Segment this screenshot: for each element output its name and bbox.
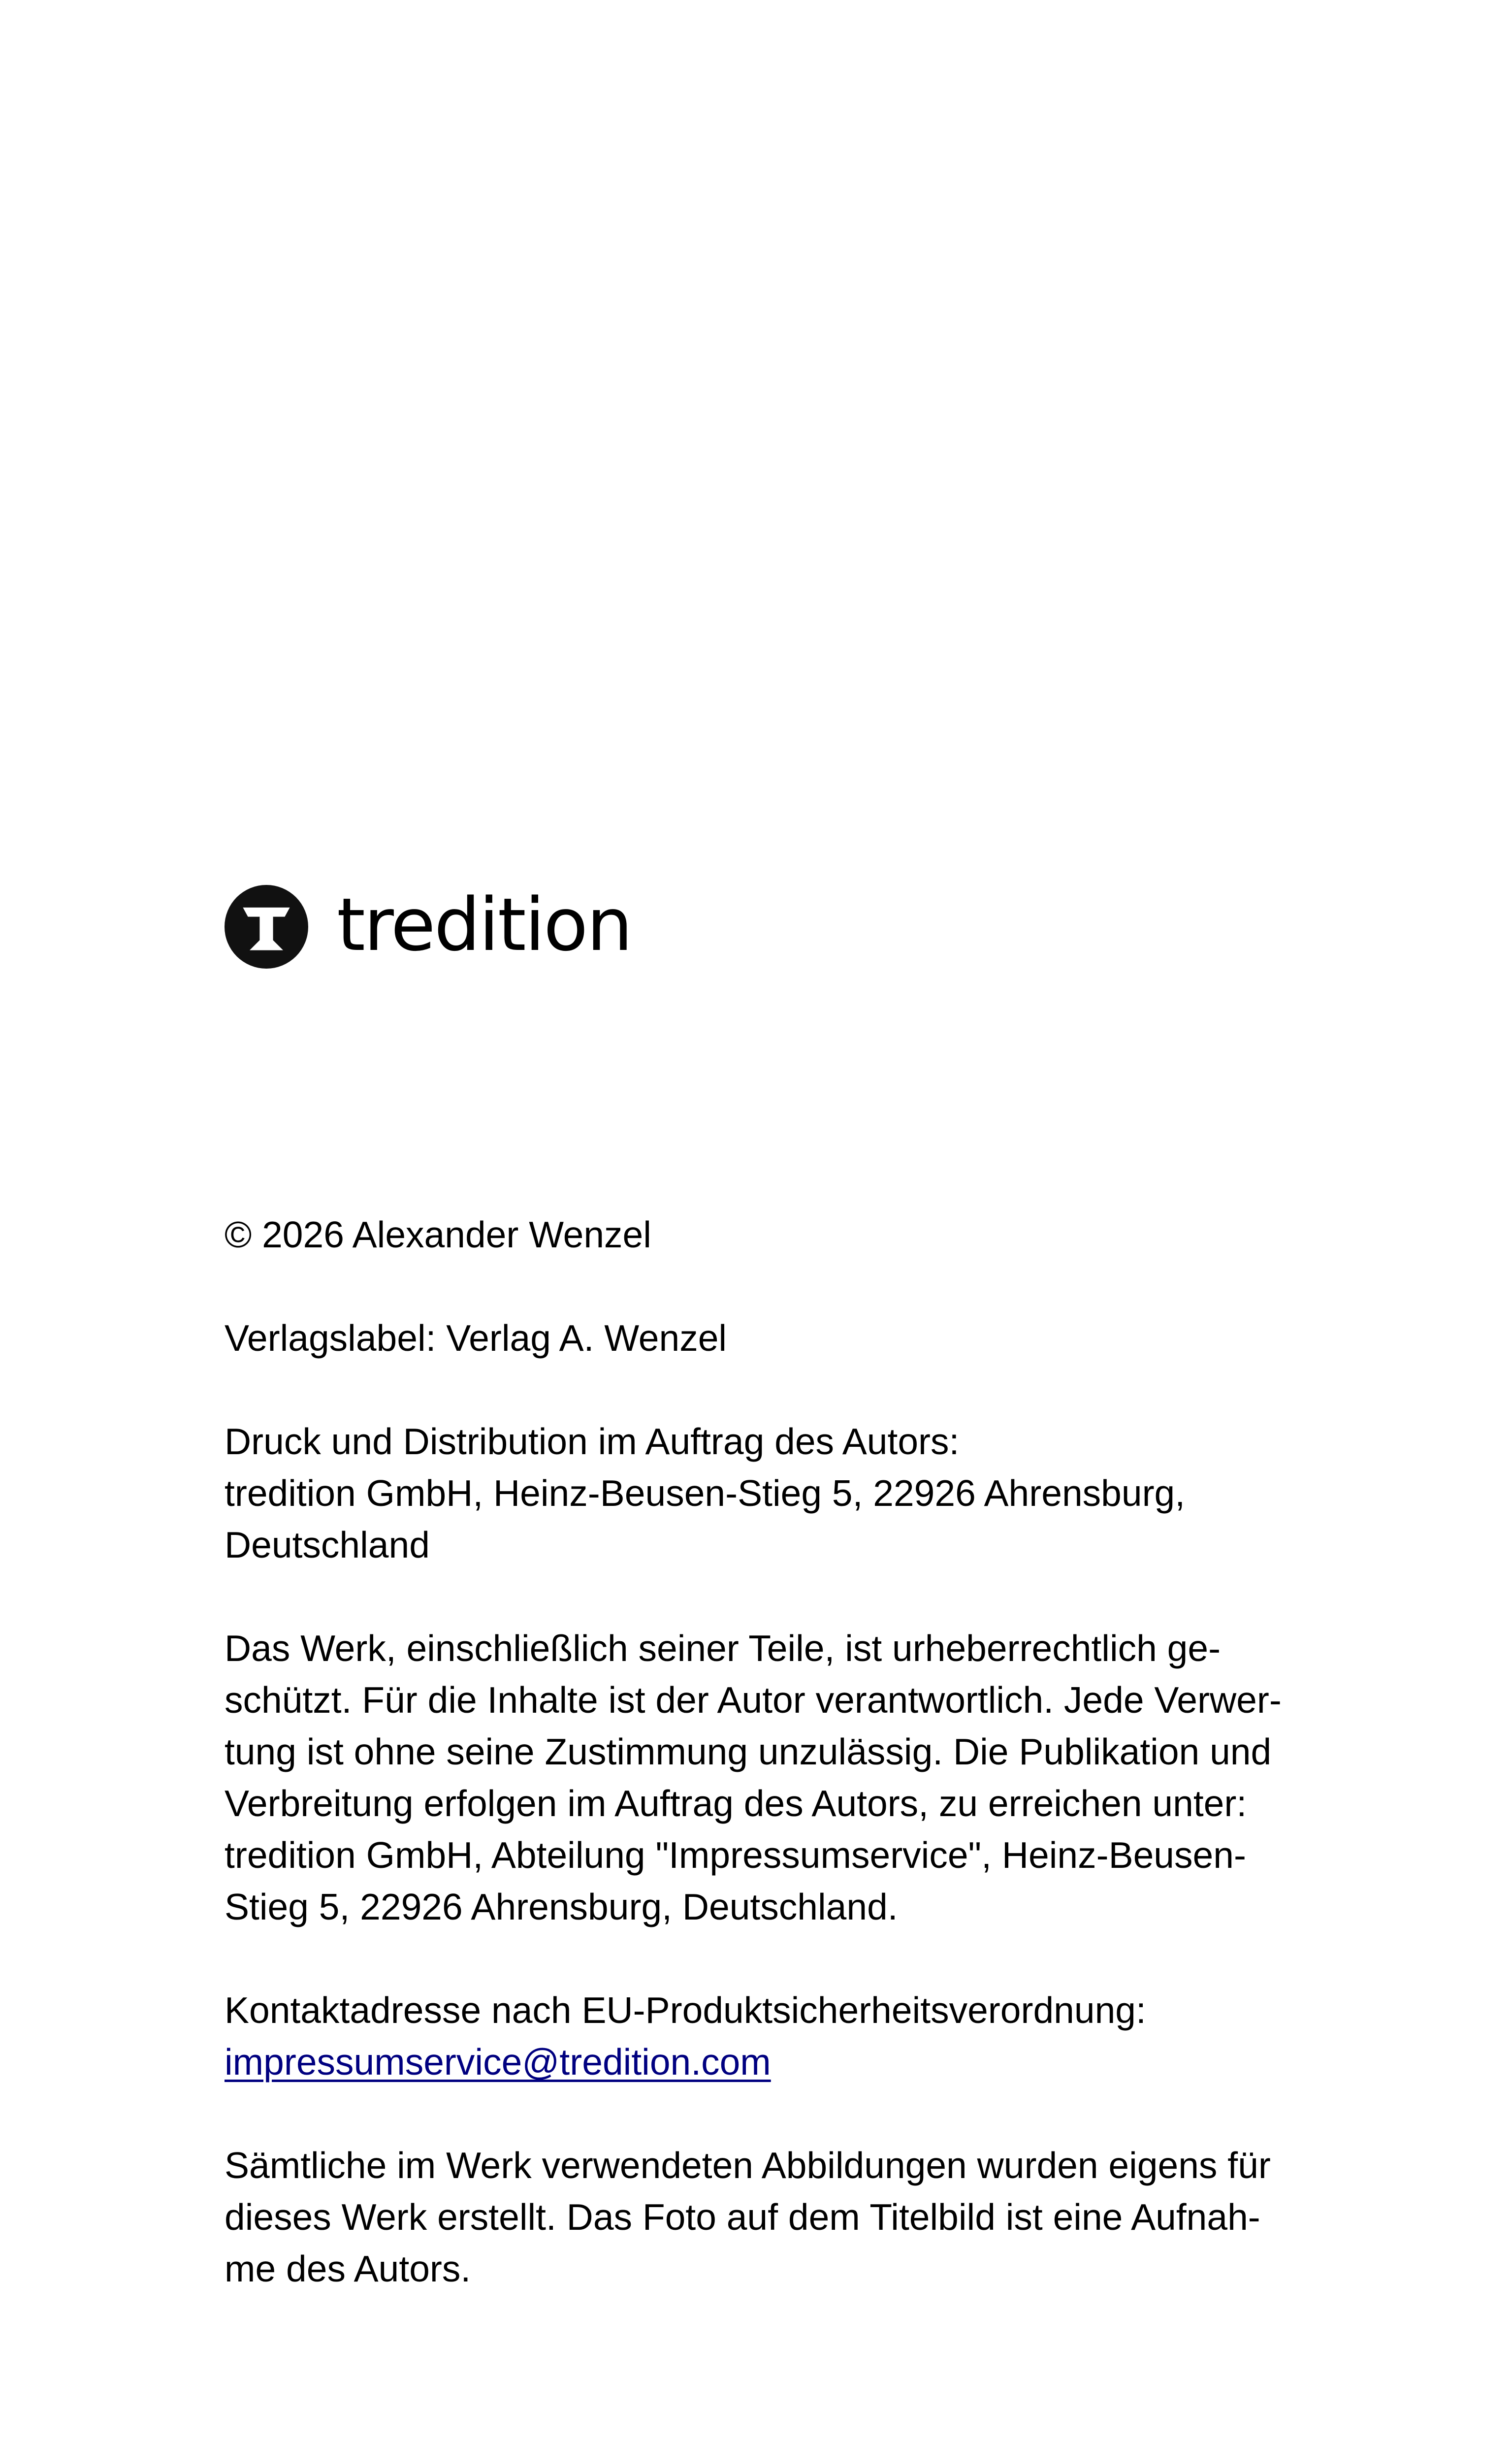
copyright-line: © 2026 Alexander Wenzel [225,1214,651,1255]
tredition-logo-icon [225,885,308,969]
copyright-notice [225,1209,1308,1261]
rights-line: tung ist ohne seine Zustimmung unzulässig. Die Publikation und [225,1731,1272,1772]
rights-line: Das Werk, einschließlich seiner Teile, ist urheberrechtlich ge- [225,1628,1221,1669]
printing-line: tredition GmbH, Heinz-Beusen-Stieg 5, 22926 Ahrensburg, [225,1472,1186,1514]
contact-email-link[interactable]: impressumservice@tredition.com [225,2041,771,2083]
printing-line: Druck und Distribution im Auftrag des Autors: [225,1421,960,1462]
rights-notice [225,1623,1308,1933]
label-line: Verlagslabel: Verlag A. Wenzel [225,1317,727,1359]
publisher-label [225,1312,1308,1364]
illustrations-line: dieses Werk erstellt. Das Foto auf dem Titelbild ist eine Aufnah- [225,2196,1260,2238]
contact-info [225,1985,1308,2088]
rights-line: schützt. Für die Inhalte ist der Autor verantwortlich. Jede Verwer- [225,1679,1282,1721]
rights-line: Stieg 5, 22926 Ahrensburg, Deutschland. [225,1886,898,1927]
illustrations-line: Sämtliche im Werk verwendeten Abbildungen wurden eigens für [225,2145,1271,2186]
contact-label: Kontaktadresse nach EU-Produktsicherheitsverordnung: [225,1989,1146,2031]
rights-line: Verbreitung erfolgen im Auftrag des Autors, zu erreichen unter: [225,1783,1247,1824]
illustrations-line: me des Autors. [225,2248,471,2289]
printing-line: Deutschland [225,1524,430,1565]
imprint-text [225,1209,1308,2346]
illustrations-notice [225,2140,1308,2295]
publisher-logo [225,882,631,971]
printing-distribution [225,1416,1308,1571]
rights-line: tredition GmbH, Abteilung "Impressumservice", Heinz-Beusen- [225,1834,1246,1876]
logo-wordmark: tredition [337,882,632,967]
